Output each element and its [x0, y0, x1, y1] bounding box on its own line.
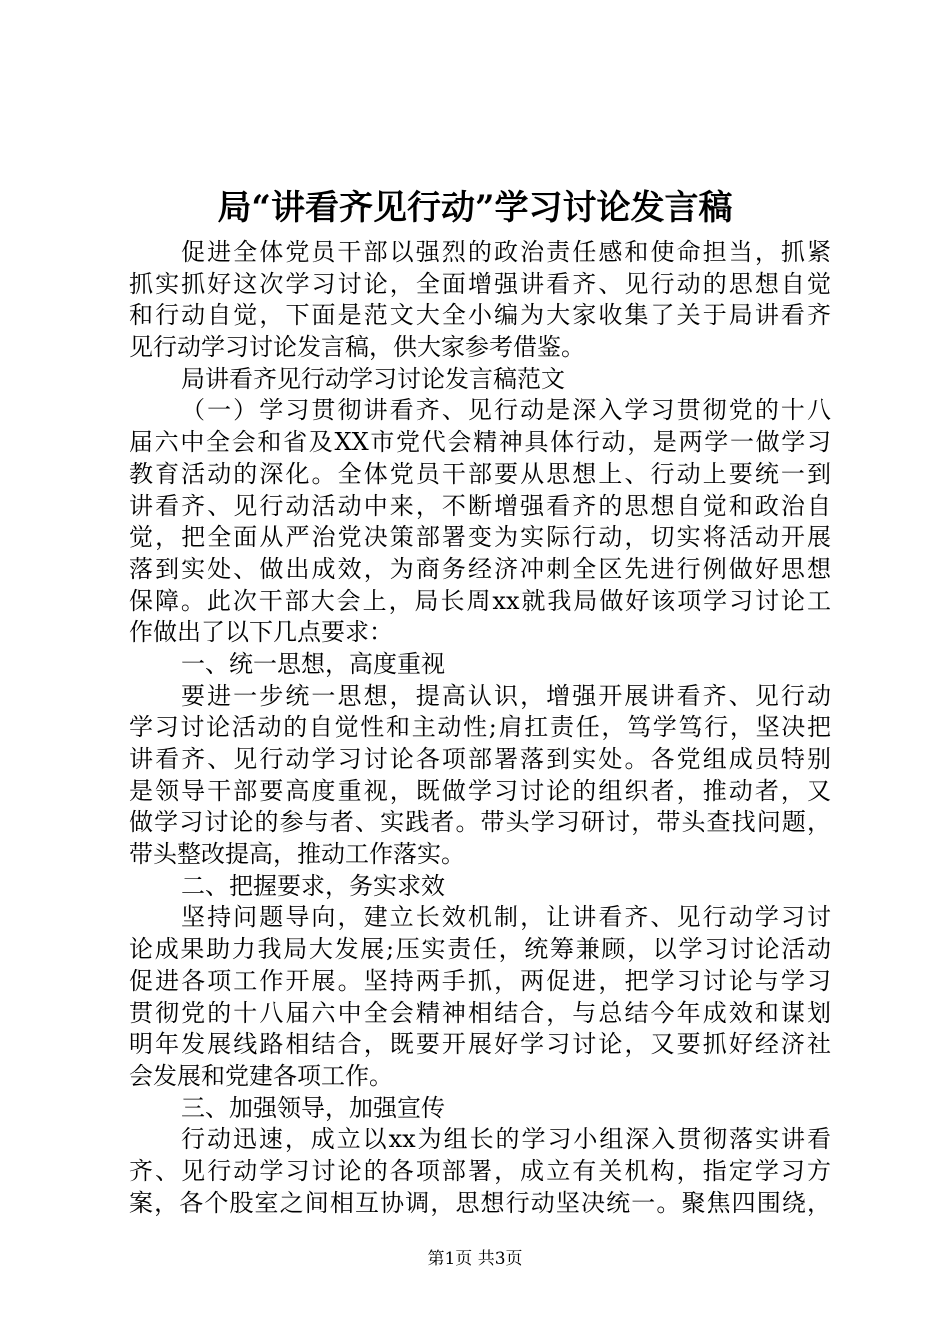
document-title: 局“讲看齐见行动”学习讨论发言稿	[217, 188, 733, 228]
page-footer: 第1页 共3页	[427, 1249, 523, 1269]
body-line: 局讲看齐见行动学习讨论发言稿范文	[181, 364, 565, 393]
body-line: 做学习讨论的参与者、实践者。带头学习研讨，带头查找问题，	[129, 808, 831, 837]
body-line: 会发展和党建各项工作。	[129, 1061, 393, 1090]
body-line: 见行动学习讨论发言稿，供大家参考借鉴。	[129, 333, 585, 362]
body-line: （一）学习贯彻讲看齐、见行动是深入学习贯彻党的十八	[181, 396, 831, 425]
body-line: 觉，把全面从严治党决策部署变为实际行动，切实将活动开展	[129, 523, 831, 552]
body-line: 保障。此次干部大会上，局长周xx就我局做好该项学习讨论工	[129, 586, 831, 615]
body-line: 促进各项工作开展。坚持两手抓，两促进，把学习讨论与学习	[129, 966, 831, 995]
body-line: 贯彻党的十八届六中全会精神相结合，与总结今年成效和谋划	[129, 998, 831, 1027]
body-line: 讲看齐、见行动活动中来，不断增强看齐的思想自觉和政治自	[129, 491, 831, 520]
body-line: 抓实抓好这次学习讨论，全面增强讲看齐、见行动的思想自觉	[129, 269, 831, 298]
body-line: 讲看齐、见行动学习讨论各项部署落到实处。各党组成员特别	[129, 745, 831, 773]
body-line: 明年发展线路相结合，既要开展好学习讨论，又要抓好经济社	[129, 1030, 831, 1059]
body-line: 学习讨论活动的自觉性和主动性;肩扛责任，笃学笃行，坚决把	[129, 713, 831, 742]
body-line: 是领导干部要高度重视，既做学习讨论的组织者，推动者，又	[129, 776, 831, 805]
body-line: 行动迅速，成立以xx为组长的学习小组深入贯彻落实讲看	[181, 1125, 831, 1154]
body-line: 要进一步统一思想，提高认识，增强开展讲看齐、见行动	[181, 681, 831, 710]
document-body	[129, 237, 831, 1219]
body-line: 教育活动的深化。全体党员干部要从思想上、行动上要统一到	[129, 459, 831, 488]
body-line: 和行动自觉，下面是范文大全小编为大家收集了关于局讲看齐	[129, 301, 831, 330]
body-line: 二、把握要求，务实求效	[181, 871, 445, 900]
body-line: 带头整改提高，推动工作落实。	[129, 840, 465, 869]
body-line: 促进全体党员干部以强烈的政治责任感和使命担当，抓紧	[181, 238, 831, 266]
body-line: 坚持问题导向，建立长效机制，让讲看齐、见行动学习讨	[181, 903, 831, 932]
body-line: 三、加强领导，加强宣传	[181, 1093, 445, 1122]
body-line: 论成果助力我局大发展;压实责任，统筹兼顾，以学习讨论活动	[129, 935, 831, 964]
body-line: 齐、见行动学习讨论的各项部署，成立有关机构，指定学习方	[129, 1156, 831, 1185]
body-line: 届六中全会和省及XX市党代会精神具体行动，是两学一做学习	[129, 428, 831, 457]
body-line: 落到实处、做出成效，为商务经济冲刺全区先进行例做好思想	[129, 554, 831, 583]
body-line: 作做出了以下几点要求：	[129, 618, 393, 647]
body-line: 一、统一思想，高度重视	[181, 649, 445, 678]
body-line: 案，各个股室之间相互协调，思想行动坚决统一。聚焦四围绕，	[129, 1188, 831, 1217]
